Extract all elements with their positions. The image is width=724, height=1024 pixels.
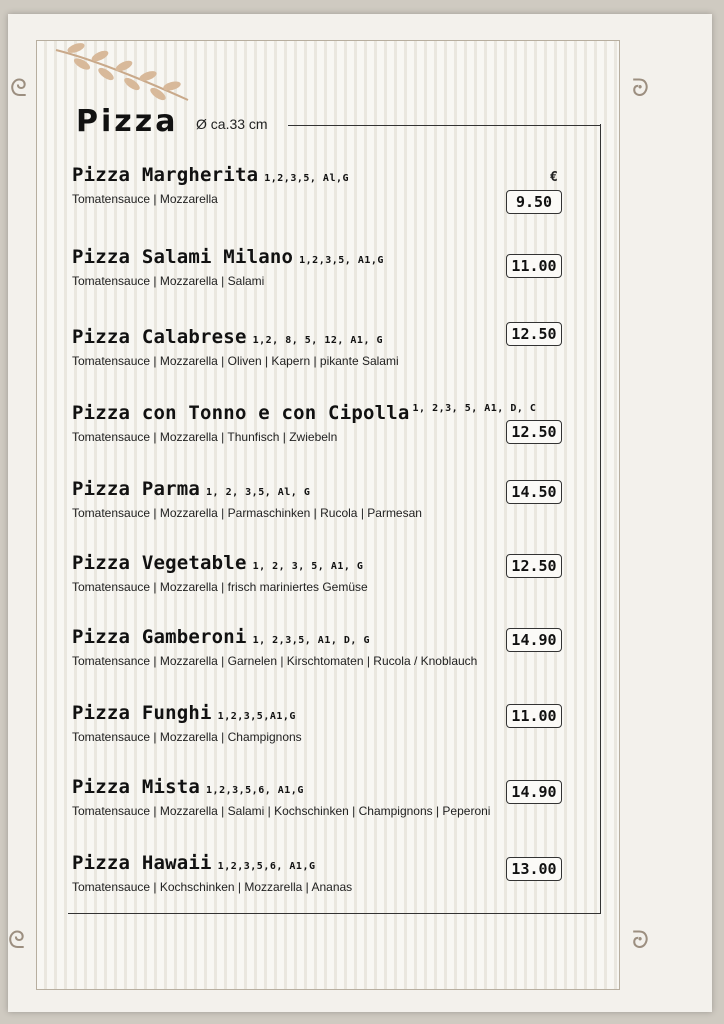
item-price: 14.50 [506, 480, 562, 504]
item-price: 11.00 [506, 704, 562, 728]
item-ingredients: Tomatensance | Mozzarella | Garnelen | Kirschtomaten | Rucola / Knoblauch [72, 654, 478, 668]
item-name: Pizza Calabrese 1,2, 8, 5, 12, A1, G [72, 326, 384, 348]
menu-item-funghi [72, 702, 592, 772]
item-ingredients: Tomatensauce | Kochschinken | Mozzarella | Ananas [72, 880, 353, 894]
currency-label: € [550, 170, 558, 185]
frame-right-line [600, 124, 601, 914]
item-name: Pizza Gamberoni 1, 2,3,5, A1, D, G [72, 626, 370, 648]
scroll-ornament-icon: ᘓ [8, 926, 25, 954]
item-ingredients: Tomatensauce | Mozzarella | Salami | Kochschinken | Champignons | Peperoni [72, 804, 491, 818]
menu-item-parma [72, 478, 592, 548]
menu-item-margherita [72, 164, 592, 234]
menu-title: Pizza [76, 104, 179, 139]
menu-item-mista [72, 776, 592, 846]
allergen-codes: 1,2,3,5,A1,G [217, 711, 296, 722]
item-ingredients: Tomatensauce | Mozzarella | Thunfisch | Zwiebeln [72, 430, 338, 444]
menu-item-hawaii [72, 852, 592, 922]
item-name: Pizza Margherita 1,2,3,5, Al,G [72, 164, 350, 186]
menu-item-vegetable [72, 552, 592, 622]
item-price: 14.90 [506, 780, 562, 804]
menu-item-gamberoni [72, 626, 592, 696]
item-name: Pizza con Tonno e con Cipolla $^{1, 2,3, 5, A1, D, C}$ [72, 402, 537, 424]
item-price: 12.50 [506, 420, 562, 444]
scroll-ornament-icon: ᘒ [632, 74, 649, 102]
allergen-codes: 1, 2, 3, 5, A1, G [252, 561, 364, 572]
item-price: 11.00 [506, 254, 562, 278]
item-name: Pizza Hawaii 1,2,3,5,6, A1,G [72, 852, 316, 874]
allergen-codes: 1,2,3,5,6, A1,G [206, 785, 304, 796]
item-price: 14.90 [506, 628, 562, 652]
item-price: 12.50 [506, 554, 562, 578]
item-name: Pizza Salami Milano 1,2,3,5, A1,G [72, 246, 384, 268]
allergen-codes: 1,2,3,5, A1,G [299, 255, 384, 266]
item-price: 12.50 [506, 322, 562, 346]
allergen-codes: 1,2, 8, 5, 12, A1, G [252, 335, 384, 346]
item-ingredients: Tomatensauce | Mozzarella | Champignons [72, 730, 302, 744]
item-name: Pizza Mista 1,2,3,5,6, A1,G [72, 776, 304, 798]
item-ingredients: Tomatensauce | Mozzarella | Parmaschinken | Rucola | Parmesan [72, 506, 422, 520]
item-price: 9.50 [506, 190, 562, 214]
size-note: Ø ca.33 cm [196, 116, 268, 132]
item-ingredients: Tomatensauce | Mozzarella | Oliven | Kapern | pikante Salami [72, 354, 399, 368]
item-name: Pizza Vegetable 1, 2, 3, 5, A1, G [72, 552, 364, 574]
menu-header [76, 104, 606, 144]
menu-item-salami-milano [72, 246, 592, 316]
item-ingredients: Tomatensauce | Mozzarella | Salami [72, 274, 265, 288]
menu-item-tonno-cipolla [72, 402, 592, 472]
item-price: 13.00 [506, 857, 562, 881]
allergen-codes: 1, 2,3, 5, A1, D, C [412, 403, 537, 414]
scroll-ornament-icon: ᘒ [632, 926, 649, 954]
menu-item-calabrese [72, 326, 592, 396]
allergen-codes: 1,2,3,5, Al,G [264, 173, 350, 184]
item-ingredients: Tomatensauce | Mozzarella [72, 192, 218, 206]
item-ingredients: Tomatensauce | Mozzarella | frisch mariniertes Gemüse [72, 580, 368, 594]
item-name: Pizza Funghi 1,2,3,5,A1,G [72, 702, 296, 724]
item-name: Pizza Parma 1, 2, 3,5, Al, G [72, 478, 311, 500]
allergen-codes: 1,2,3,5,6, A1,G [217, 861, 316, 872]
allergen-codes: 1, 2,3,5, A1, D, G [252, 635, 370, 646]
allergen-codes: 1, 2, 3,5, Al, G [206, 487, 311, 498]
olive-branch-icon [48, 38, 198, 108]
title-divider [288, 125, 600, 126]
scroll-ornament-icon: ᘓ [10, 74, 27, 102]
